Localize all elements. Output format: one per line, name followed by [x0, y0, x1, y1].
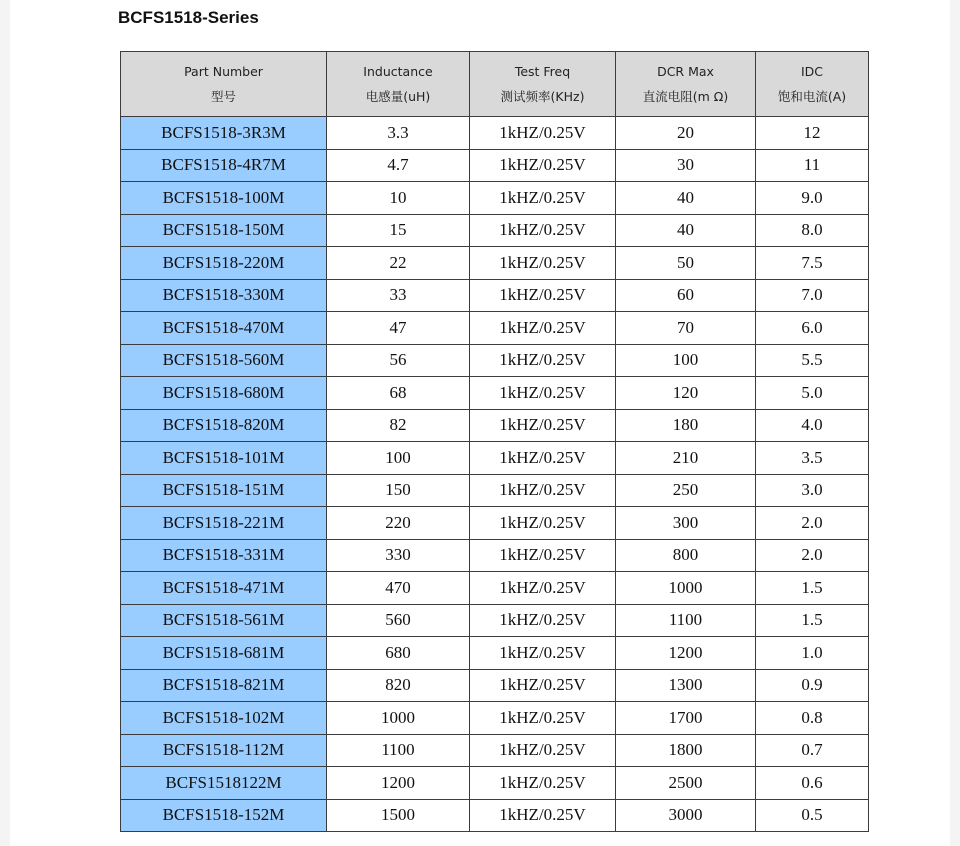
- table-row: [121, 669, 869, 702]
- test-freq-cell: 1kHZ/0.25V: [470, 312, 616, 345]
- table-row: [121, 344, 869, 377]
- inductance-cell: 15: [327, 214, 470, 247]
- table-row: [121, 214, 869, 247]
- dcr-cell: 100: [616, 344, 756, 377]
- header-label: Inductance: [363, 64, 433, 79]
- dcr-cell: 3000: [616, 799, 756, 832]
- table-row: [121, 767, 869, 800]
- part-number-cell: BCFS1518-100M: [121, 182, 327, 215]
- table-row: [121, 117, 869, 150]
- header-label-cn: 电感量(uH): [365, 89, 431, 104]
- header-label-cn: 饱和电流(A): [777, 89, 847, 104]
- table-row: [121, 442, 869, 475]
- idc-cell: 0.8: [756, 702, 869, 735]
- table-body: [121, 117, 869, 832]
- test-freq-cell: 1kHZ/0.25V: [470, 149, 616, 182]
- dcr-cell: 70: [616, 312, 756, 345]
- idc-cell: 11: [756, 149, 869, 182]
- part-number-cell: BCFS1518122M: [121, 767, 327, 800]
- dcr-cell: 50: [616, 247, 756, 280]
- table-row: [121, 734, 869, 767]
- idc-cell: 0.5: [756, 799, 869, 832]
- inductance-cell: 82: [327, 409, 470, 442]
- part-number-cell: BCFS1518-220M: [121, 247, 327, 280]
- table-row: [121, 409, 869, 442]
- part-number-cell: BCFS1518-152M: [121, 799, 327, 832]
- test-freq-cell: 1kHZ/0.25V: [470, 409, 616, 442]
- table-row: [121, 604, 869, 637]
- idc-cell: 8.0: [756, 214, 869, 247]
- test-freq-cell: 1kHZ/0.25V: [470, 442, 616, 475]
- dcr-cell: 300: [616, 507, 756, 540]
- dcr-cell: 250: [616, 474, 756, 507]
- dcr-cell: 1000: [616, 572, 756, 605]
- table-header: [121, 52, 869, 117]
- inductance-cell: 3.3: [327, 117, 470, 150]
- idc-cell: 0.9: [756, 669, 869, 702]
- test-freq-cell: 1kHZ/0.25V: [470, 669, 616, 702]
- inductance-cell: 4.7: [327, 149, 470, 182]
- part-number-cell: BCFS1518-331M: [121, 539, 327, 572]
- part-number-cell: BCFS1518-4R7M: [121, 149, 327, 182]
- dcr-cell: 1700: [616, 702, 756, 735]
- inductance-cell: 220: [327, 507, 470, 540]
- part-number-cell: BCFS1518-3R3M: [121, 117, 327, 150]
- header-row: [121, 52, 869, 117]
- test-freq-cell: 1kHZ/0.25V: [470, 507, 616, 540]
- inductance-cell: 1200: [327, 767, 470, 800]
- header-label: Part Number: [184, 64, 263, 79]
- test-freq-cell: 1kHZ/0.25V: [470, 637, 616, 670]
- inductance-cell: 150: [327, 474, 470, 507]
- part-number-cell: BCFS1518-680M: [121, 377, 327, 410]
- table-row: [121, 247, 869, 280]
- idc-cell: 1.0: [756, 637, 869, 670]
- header-inductance: [327, 52, 470, 117]
- header-label-cn: 直流电阻(m Ω): [642, 89, 729, 104]
- inductance-cell: 680: [327, 637, 470, 670]
- part-number-cell: BCFS1518-151M: [121, 474, 327, 507]
- inductance-cell: 47: [327, 312, 470, 345]
- idc-cell: 5.0: [756, 377, 869, 410]
- page-title: BCFS1518-Series: [118, 8, 259, 27]
- dcr-cell: 60: [616, 279, 756, 312]
- dcr-cell: 800: [616, 539, 756, 572]
- inductance-cell: 56: [327, 344, 470, 377]
- dcr-cell: 1800: [616, 734, 756, 767]
- idc-cell: 3.5: [756, 442, 869, 475]
- part-number-cell: BCFS1518-820M: [121, 409, 327, 442]
- idc-cell: 0.6: [756, 767, 869, 800]
- part-number-cell: BCFS1518-470M: [121, 312, 327, 345]
- header-label-cn: 型号: [210, 89, 236, 104]
- part-number-cell: BCFS1518-561M: [121, 604, 327, 637]
- dcr-cell: 40: [616, 182, 756, 215]
- part-number-cell: BCFS1518-221M: [121, 507, 327, 540]
- idc-cell: 12: [756, 117, 869, 150]
- table-row: [121, 637, 869, 670]
- test-freq-cell: 1kHZ/0.25V: [470, 279, 616, 312]
- dcr-cell: 180: [616, 409, 756, 442]
- idc-cell: 7.0: [756, 279, 869, 312]
- inductance-cell: 560: [327, 604, 470, 637]
- idc-cell: 2.0: [756, 539, 869, 572]
- table-row: [121, 474, 869, 507]
- table-row: [121, 149, 869, 182]
- inductance-cell: 1100: [327, 734, 470, 767]
- header-label: DCR Max: [657, 64, 714, 79]
- header-label: Test Freq: [514, 64, 571, 79]
- dcr-cell: 30: [616, 149, 756, 182]
- dcr-cell: 1200: [616, 637, 756, 670]
- inductance-cell: 33: [327, 279, 470, 312]
- inductance-cell: 100: [327, 442, 470, 475]
- table-row: [121, 182, 869, 215]
- inductance-cell: 1500: [327, 799, 470, 832]
- part-number-cell: BCFS1518-330M: [121, 279, 327, 312]
- inductance-cell: 470: [327, 572, 470, 605]
- part-number-cell: BCFS1518-150M: [121, 214, 327, 247]
- test-freq-cell: 1kHZ/0.25V: [470, 474, 616, 507]
- test-freq-cell: 1kHZ/0.25V: [470, 344, 616, 377]
- spec-table: [120, 51, 869, 832]
- header-idc: [756, 52, 869, 117]
- table-row: [121, 279, 869, 312]
- test-freq-cell: 1kHZ/0.25V: [470, 702, 616, 735]
- dcr-cell: 2500: [616, 767, 756, 800]
- test-freq-cell: 1kHZ/0.25V: [470, 767, 616, 800]
- test-freq-cell: 1kHZ/0.25V: [470, 799, 616, 832]
- part-number-cell: BCFS1518-681M: [121, 637, 327, 670]
- part-number-cell: BCFS1518-560M: [121, 344, 327, 377]
- test-freq-cell: 1kHZ/0.25V: [470, 539, 616, 572]
- table-row: [121, 312, 869, 345]
- document-page: [10, 0, 950, 846]
- idc-cell: 7.5: [756, 247, 869, 280]
- test-freq-cell: 1kHZ/0.25V: [470, 572, 616, 605]
- part-number-cell: BCFS1518-101M: [121, 442, 327, 475]
- test-freq-cell: 1kHZ/0.25V: [470, 734, 616, 767]
- inductance-cell: 22: [327, 247, 470, 280]
- test-freq-cell: 1kHZ/0.25V: [470, 117, 616, 150]
- test-freq-cell: 1kHZ/0.25V: [470, 214, 616, 247]
- part-number-cell: BCFS1518-102M: [121, 702, 327, 735]
- inductance-cell: 1000: [327, 702, 470, 735]
- dcr-cell: 40: [616, 214, 756, 247]
- idc-cell: 3.0: [756, 474, 869, 507]
- idc-cell: 0.7: [756, 734, 869, 767]
- inductance-cell: 10: [327, 182, 470, 215]
- inductance-cell: 820: [327, 669, 470, 702]
- table-row: [121, 377, 869, 410]
- part-number-cell: BCFS1518-821M: [121, 669, 327, 702]
- header-part-number: [121, 52, 327, 117]
- idc-cell: 5.5: [756, 344, 869, 377]
- dcr-cell: 210: [616, 442, 756, 475]
- idc-cell: 9.0: [756, 182, 869, 215]
- idc-cell: 1.5: [756, 572, 869, 605]
- part-number-cell: BCFS1518-471M: [121, 572, 327, 605]
- header-test-freq: [470, 52, 616, 117]
- part-number-cell: BCFS1518-112M: [121, 734, 327, 767]
- test-freq-cell: 1kHZ/0.25V: [470, 604, 616, 637]
- table-row: [121, 572, 869, 605]
- dcr-cell: 1300: [616, 669, 756, 702]
- header-label: IDC: [800, 64, 824, 79]
- test-freq-cell: 1kHZ/0.25V: [470, 182, 616, 215]
- header-label-cn: 测试频率(KHz): [500, 89, 585, 104]
- table-row: [121, 507, 869, 540]
- inductance-cell: 68: [327, 377, 470, 410]
- idc-cell: 1.5: [756, 604, 869, 637]
- test-freq-cell: 1kHZ/0.25V: [470, 377, 616, 410]
- table-row: [121, 702, 869, 735]
- dcr-cell: 120: [616, 377, 756, 410]
- table-row: [121, 539, 869, 572]
- table-row: [121, 799, 869, 832]
- idc-cell: 4.0: [756, 409, 869, 442]
- idc-cell: 6.0: [756, 312, 869, 345]
- header-dcr-max: [616, 52, 756, 117]
- inductance-cell: 330: [327, 539, 470, 572]
- idc-cell: 2.0: [756, 507, 869, 540]
- test-freq-cell: 1kHZ/0.25V: [470, 247, 616, 280]
- dcr-cell: 1100: [616, 604, 756, 637]
- dcr-cell: 20: [616, 117, 756, 150]
